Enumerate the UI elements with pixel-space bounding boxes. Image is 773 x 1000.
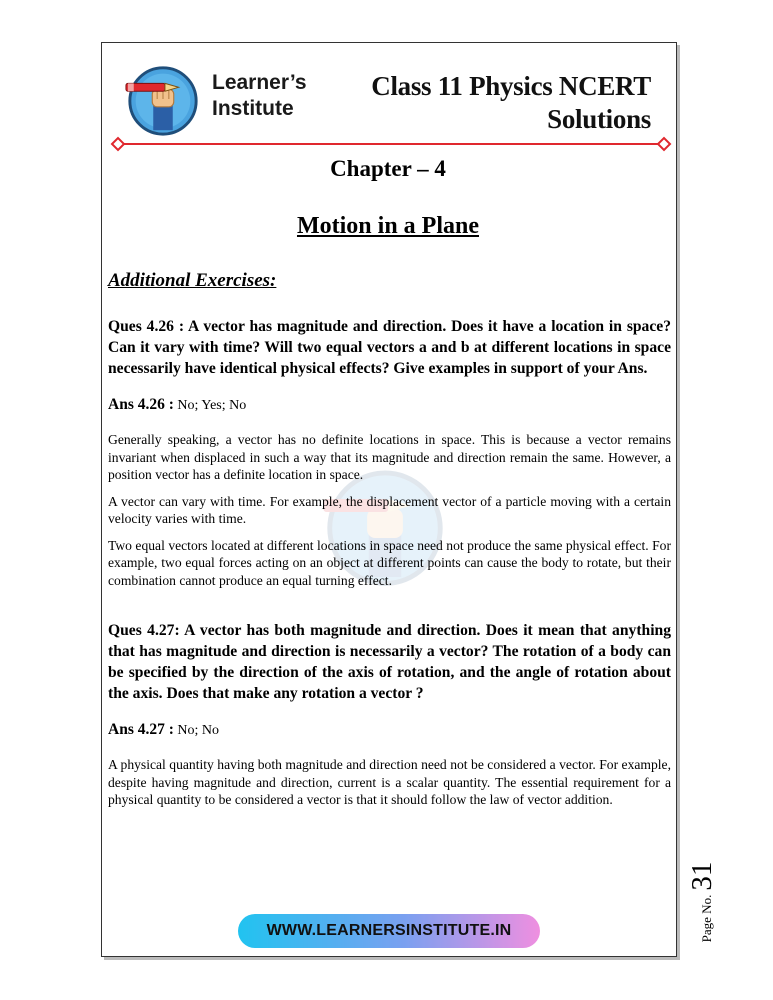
page-number: [686, 860, 726, 944]
answer-label: Ans 4.27 :: [108, 721, 174, 738]
answer-paragraph: A vector can vary with time. For example, the displacement vector of a particle moving with a certain velocity varies with time.: [108, 493, 671, 526]
answer-short: No; Yes; No: [177, 398, 247, 413]
main-content: [108, 270, 671, 818]
chapter-label: Chapter – 4: [330, 156, 446, 181]
learners-institute-logo-icon: [124, 60, 202, 138]
question-text: Ques 4.27: A vector has both magnitude and direction. Does it mean that anything that has magnitude and direction is necessarily a vector? The rotation of a body can be specified by the direction of the axis of rotation, and the angle of rotation about the axis. Does that make any rotation a vector ?: [108, 622, 671, 702]
header-divider: [110, 136, 672, 152]
answer-label: Ans 4.26 :: [108, 396, 174, 413]
page-number-value: 31: [686, 861, 718, 891]
section-title: Additional Exercises:: [108, 270, 277, 291]
brand-line2: Institute: [212, 97, 294, 120]
answer-short: No; No: [177, 723, 220, 738]
document-title-line1: Class 11 Physics NCERT: [371, 71, 651, 101]
website-link[interactable]: WWW.LEARNERSINSTITUTE.IN: [238, 914, 540, 948]
chapter-title: Motion in a Plane: [296, 213, 479, 239]
answer-paragraph: Two equal vectors located at different locations in space need not produce the same physical effect. For example, two equal forces acting on an object at different points can cause the body to rotate, but their combination cannot produce an equal turning effect.: [108, 537, 671, 588]
question-block-4-27: [108, 620, 671, 809]
document-title: [371, 70, 651, 136]
answer-line: [108, 721, 671, 739]
document-title-line2: Solutions: [547, 104, 651, 134]
page-number-label: Page No.: [699, 894, 714, 943]
question-text: Ques 4.26 : A vector has magnitude and direction. Does it have a location in space? Can it vary with time? Will two equal vectors a and b at different locations in space necessarily have identical physical effects? Give examples in support of your Ans.: [108, 318, 671, 377]
answer-line: [108, 396, 671, 414]
answer-paragraph: A physical quantity having both magnitude and direction need not be considered a vector. For example, despite having magnitude and direction, current is a scalar quantity. The essential requirement for a physical quantity to be considered a vector is that it should follow the law of vector addition.: [108, 757, 671, 807]
question-block-4-26: [108, 316, 671, 589]
answer-paragraph: Generally speaking, a vector has no definite locations in space. This is because a vector remains invariant when displaced in such a way that its magnitude and direction remain the same. However, a position vector has a definite location in space.: [108, 432, 671, 482]
brand-name: [212, 70, 307, 122]
brand-line1: Learner’s: [212, 71, 307, 94]
